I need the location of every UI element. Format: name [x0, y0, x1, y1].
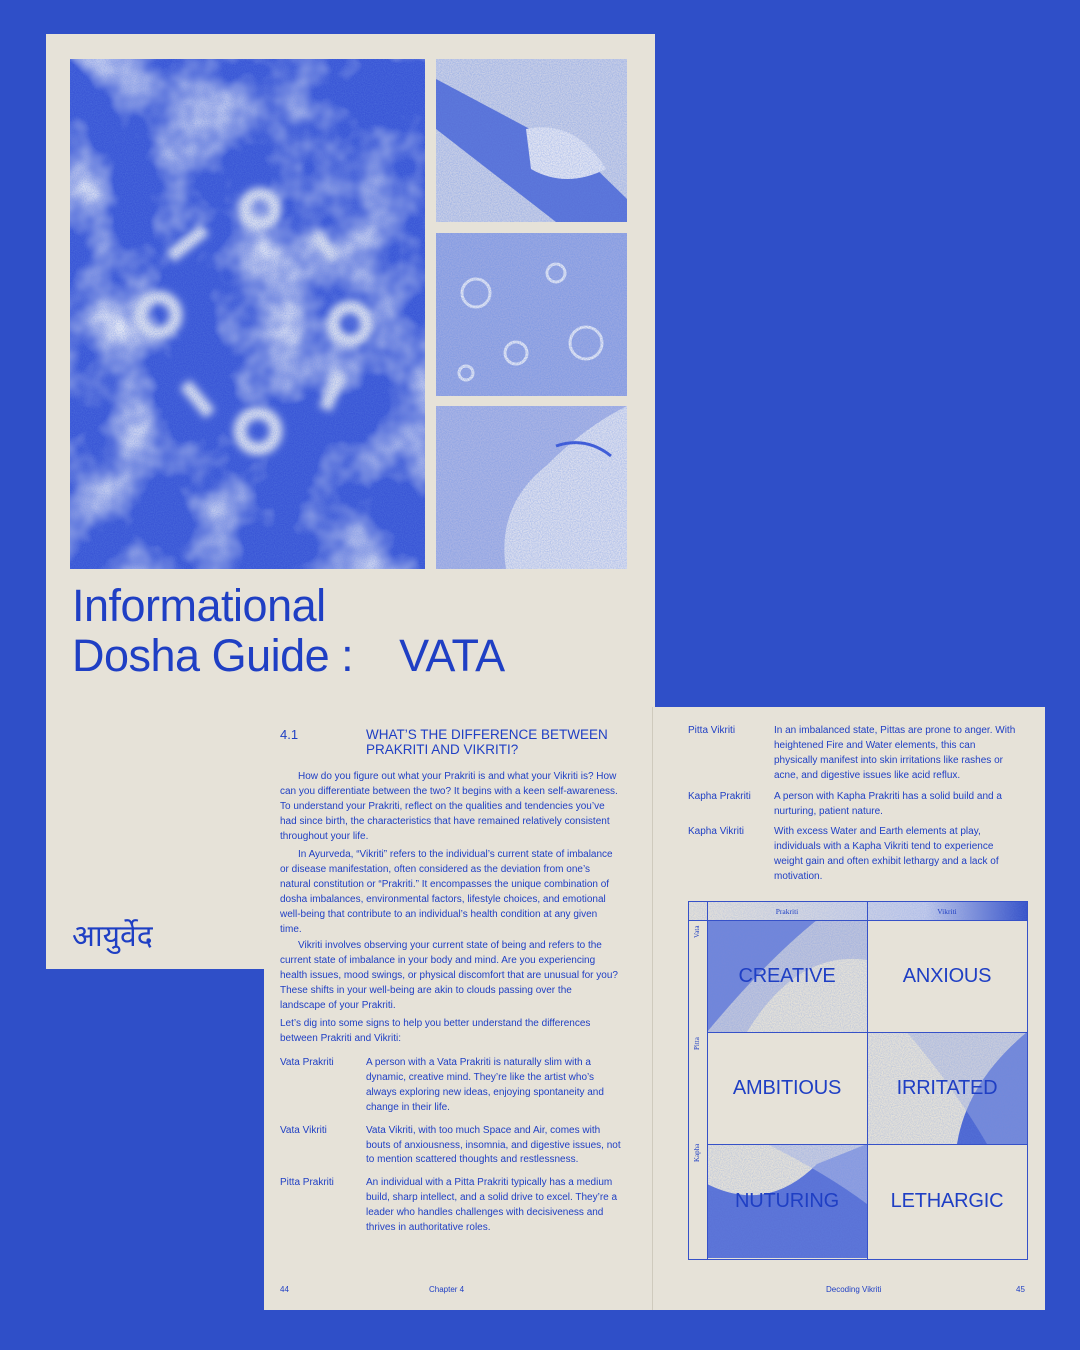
cover-title	[72, 581, 505, 681]
right-page-number: 45	[1016, 1285, 1025, 1294]
grid-word: AMBITIOUS	[732, 1076, 842, 1099]
paragraph-3: Vikriti involves observing your current state of being and refers to the current state of imbalance in your body and mind. Are you experiencing health issues, mood swings, or physical discomfort that are unusual for you? These shifts in your well-being are akin to clouds passing over the landscape of your Prakriti.	[280, 940, 618, 1011]
title-dosha-name: VATA	[399, 630, 505, 681]
grid-row-label: Kapha	[693, 1143, 701, 1162]
grid-row-header-vata	[689, 920, 707, 1032]
paragraph-2: In Ayurveda, “Vikriti” refers to the individual’s current state of imbalance or disease manifestation, often considered as the deviation from one’s natural constitution or “Prakriti.” It encompasses the unique combination of dosha imbalances, environmental factors, lifestyle choices, and emotional well-being that contribute to an individual’s health condition at any given time.	[280, 849, 613, 935]
definition-list-left	[280, 1056, 625, 1244]
definition-row	[688, 790, 1018, 820]
grid-line	[689, 920, 1027, 921]
left-footer-chapter: Chapter 4	[429, 1285, 465, 1294]
grid-cell-kapha-prakriti	[707, 1144, 867, 1258]
grid-row-header-pitta	[689, 1032, 707, 1144]
left-page-number: 44	[280, 1285, 289, 1294]
grid-row-label: Pitta	[693, 1037, 701, 1050]
definition-term: Vata Prakriti	[280, 1057, 334, 1068]
definition-term: Vata Vikriti	[280, 1124, 327, 1136]
right-footer-section: Decoding Vikriti	[826, 1285, 882, 1294]
section-number: 4.1	[280, 727, 299, 742]
definition-row	[688, 724, 1018, 784]
definition-row	[280, 1124, 625, 1169]
definition-desc: Vata Vikriti, with too much Space and Air, comes with bouts of anxiousness, insomnia, and digestive issues, not to mention scattered thoughts and restlessness.	[366, 1124, 621, 1166]
definition-row	[280, 1056, 625, 1116]
definition-desc: A person with Kapha Prakriti has a solid build and a nurturing, patient nature.	[774, 790, 1002, 817]
paragraph-4: Let’s dig into some signs to help you better understand the differences between Prakriti and Vikriti:	[280, 1018, 591, 1044]
grid-col-header-vikriti: Vikriti	[937, 906, 957, 916]
main-cloud-ring-photo	[70, 59, 425, 569]
section-title: WHAT’S THE DIFFERENCE BETWEEN PRAKRITI AND VIKRITI?	[366, 727, 608, 757]
grid-word: LETHARGIC	[890, 1189, 1004, 1212]
definition-term: Pitta Prakriti	[280, 1177, 334, 1189]
definition-row	[280, 1176, 625, 1236]
definition-row	[688, 825, 1018, 885]
definition-desc: A person with a Vata Prakriti is naturally slim with a dynamic, creative mind. They’re like the artist who’s always exploring new ideas, enjoying spontaneity and change in their life.	[366, 1057, 604, 1113]
grid-line	[867, 902, 868, 1259]
grid-cell-vata-prakriti	[707, 920, 867, 1032]
paragraph-1: How do you figure out what your Prakriti is and what your Vikriti is? How can you differentiate between the two? It begins with a keen self-awareness. To understand your Prakriti, reflect on the qualities and tendencies you’ve had since birth, the characteristics that have remained relatively consistent throughout your life.	[280, 771, 618, 842]
definition-term: Kapha Vikriti	[688, 826, 744, 838]
definition-desc: In an imbalanced state, Pittas are prone to anger. With heightened Fire and Water elements, this can physically manifest into skin irritations like rashes or acne, and digestive issues like acid reflux.	[774, 725, 1016, 781]
grid-line	[707, 902, 708, 1259]
grid-cell-kapha-vikriti	[867, 1144, 1027, 1258]
grid-cell-vata-vikriti	[867, 920, 1027, 1032]
definition-list-right	[688, 724, 1018, 893]
ayurveda-devanagari: आयुर्वेद	[72, 919, 153, 954]
definition-term: Kapha Prakriti	[688, 790, 751, 802]
book-spread	[264, 707, 1045, 1310]
flower-photo	[436, 59, 627, 222]
grid-word: CREATIVE	[738, 964, 836, 987]
grid-cell-pitta-prakriti	[707, 1032, 867, 1144]
title-line-2: Dosha Guide :	[72, 630, 354, 681]
face-photo	[436, 406, 627, 569]
title-line-1: Informational	[72, 580, 326, 631]
grid-cell-pitta-vikriti	[867, 1032, 1027, 1144]
definition-desc: With excess Water and Earth elements at play, individuals with a Kapha Vikriti tend to experience weight gain and often exhibit lethargy and a lack of motivation.	[774, 826, 999, 883]
grid-col-header-prakriti: Prakriti	[775, 906, 799, 916]
page-fold-divider	[652, 707, 653, 1310]
grid-row-header-kapha	[689, 1144, 707, 1258]
grid-row-label: Vata	[693, 925, 701, 938]
dosha-grid	[688, 901, 1028, 1260]
grid-word: NUTURING	[735, 1189, 839, 1212]
grid-word: IRRITATED	[896, 1076, 998, 1099]
definition-term: Pitta Vikriti	[688, 725, 736, 736]
bubbles-photo	[436, 233, 627, 396]
grid-word: ANXIOUS	[902, 964, 992, 987]
definition-desc: An individual with a Pitta Prakriti typically has a medium build, sharp intellect, and a solid drive to excel. They’re a leader who handles challenges with decisiveness and thrives in authoritative roles.	[366, 1177, 618, 1234]
